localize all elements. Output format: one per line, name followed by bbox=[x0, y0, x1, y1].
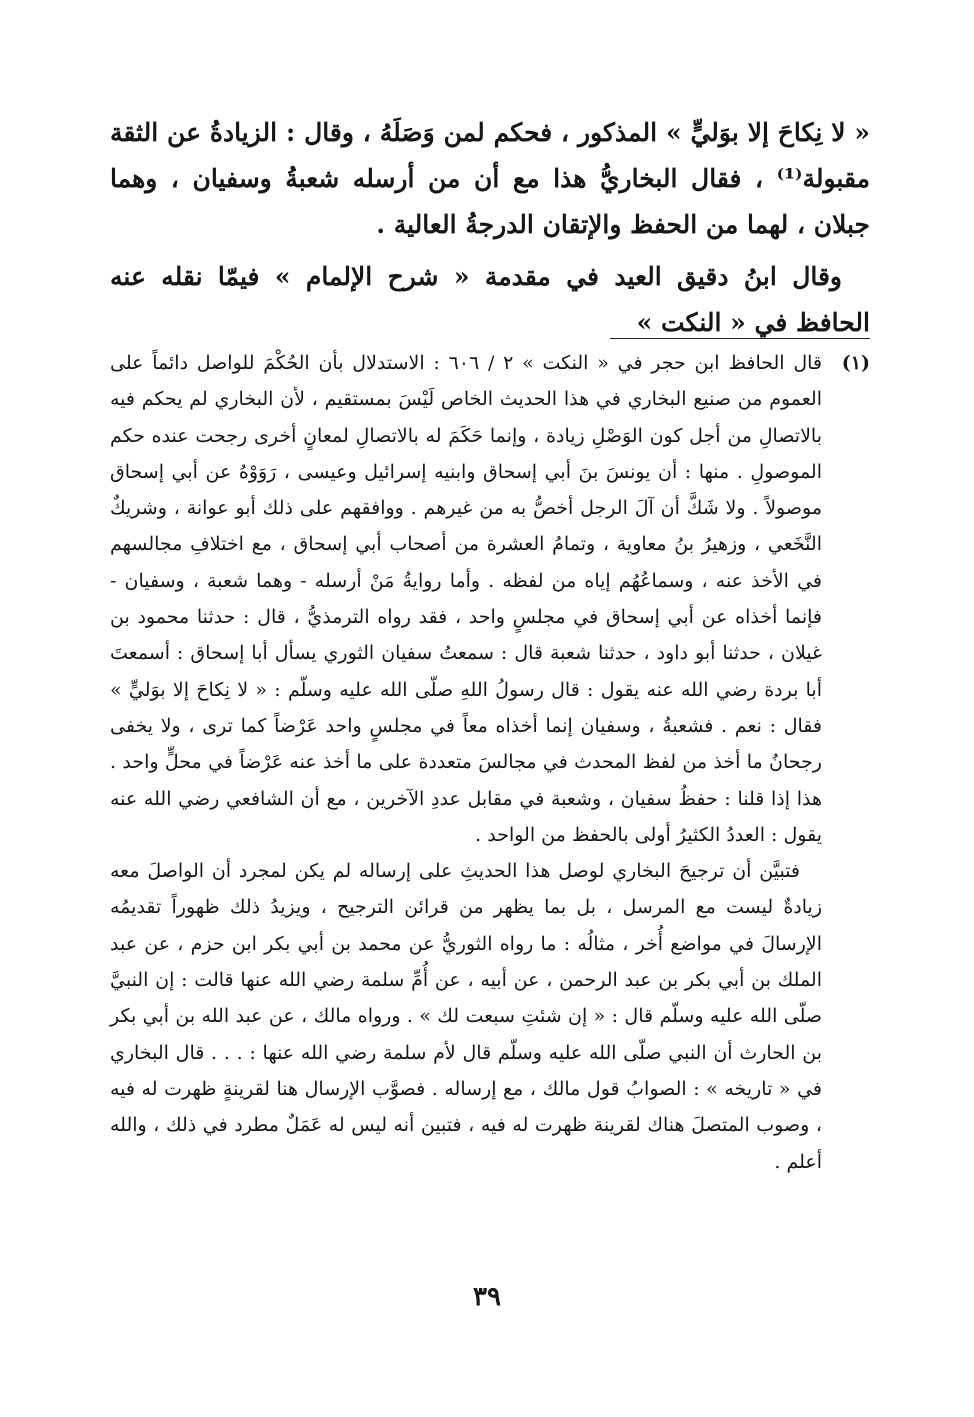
page-number: ٣٩ bbox=[473, 1282, 501, 1312]
main-paragraph: وقال ابنُ دقيق العيد في مقدمة « شرح الإلمام » فيمّا نقله عنه الحافظ في « النكت » bbox=[110, 262, 870, 337]
main-paragraph: « لا نِكاحَ إلا بوَليٍّ » المذكور ، فحكم لمن وَصَلَهُ ، وقال : الزيادةُ عن الثقة مقبولة⁽¹⁾ ، فقال البخاريُّ هذا مع أن من أرسله شعبةُ وسفيان ، وهما جبلان ، لهما من الحفظ والإتقان الدرجةُ العالية . bbox=[110, 118, 870, 239]
footnote-paragraph: فتبيَّن أن ترجيحَ البخاري لوصل هذا الحديثِ على إرساله لم يكن لمجرد أن الواصلَ معه زيادةٌ ليست مع المرسل ، بل بما يظهر من قرائن الترجيح ، ويزيدُ ذلك ظهوراً تقديمُه الإرسالَ في مواضع أُخر ، مثالُه : ما رواه الثوريُّ عن محمد بن أبي بكر ابن حزم ، عن عبد الملك بن أبي بكر بن عبد الرحمن ، عن أبيه ، عن أُمِّ سلمة رضي الله عنها قالت : إن النبيَّ صلّى الله عليه وسلّم قال : « إن شئتِ سبعت لك » . ورواه مالك ، عن عبد الله بن أبي بكر بن الحارث أن النبي صلّى الله عليه وسلّم قال لأم سلمة رضي الله عنها : . . . قال البخاري في « تاريخه » : الصوابُ قول مالك ، مع إرساله . فصوَّب الإرسال هنا لقرينةٍ ظهرت له فيه ، وصوب المتصلَ هناك لقرينة ظهرت له فيه ، فتبين أنه ليس له عَمَلٌ مطرد في ذلك ، والله أعلم . bbox=[110, 860, 822, 1173]
footnote-paragraph: قال الحافظ ابن حجر في « النكت » ٢ / ٦٠٦ : الاستدلال بأن الحُكْمَ للواصل دائماً على العموم من صنيع البخاري في هذا الحديث الخاص لَيْسَ بمستقيم ، لأن البخاري لم يحكم فيه بالاتصالِ من أجل كون الوَصْلِ زيادة ، وإنما حَكَمَ له بالاتصالِ لمعانٍ أخرى رجحت عنده حكم الموصولِ . منها : أن يونسَ بنَ أبي إسحاق وابنيه إسرائيل وعيسى ، رَوَوْهُ عن أبي إسحاق موصولاً . ولا شَكَّ أن آلَ الرجل أخصُّ به من غيرهم . ووافقهم على ذلك أبو عوانة ، وشريكٌ النَّخَعي ، وزهيرُ بنُ معاوية ، وتمامُ العشرة من أصحاب أبي إسحاق ، مع اختلافِ مجالسهم في الأخذ عنه ، وسماعُهُم إياه من لفظه . وأما روايةُ مَنْ أرسله - وهما شعبة ، وسفيان - فإنما أخذاه عن أبي إسحاق في مجلسٍ واحد ، فقد رواه الترمذيُّ ، قال : حدثنا محمود بن غيلان ، حدثنا أبو داود ، حدثنا شعبة قال : سمعتُ سفيان الثوري يسأل أبا إسحاق : أسمعتَ أبا بردة رضي الله عنه يقول : قال رسولُ اللهِ صلّى الله عليه وسلّم : « لا نِكاحَ إلا بوَليٍّ » فقال : نعم . فشعبةُ ، وسفيان إنما أخذاه معاً في مجلسٍ واحد عَرْضاً كما ترى ، ولا يخفى رجحانُ ما أخذ من لفظ المحدث في مجالسَ متعددة على ما أخذ عنه عَرْضاً في محلٍّ واحد . هذا إذا قلنا : حفظُ سفيان ، وشعبة في مقابل عددِ الآخرين ، مع أن الشافعي رضي الله عنه يقول : العددُ الكثيرُ أولى بالحفظ من الواحد . bbox=[110, 352, 823, 846]
footnote-marker: (١) bbox=[841, 352, 870, 374]
main-text bbox=[110, 110, 870, 346]
footnote bbox=[110, 345, 870, 1180]
footnote-separator bbox=[610, 338, 870, 339]
footnotes bbox=[110, 345, 870, 1180]
